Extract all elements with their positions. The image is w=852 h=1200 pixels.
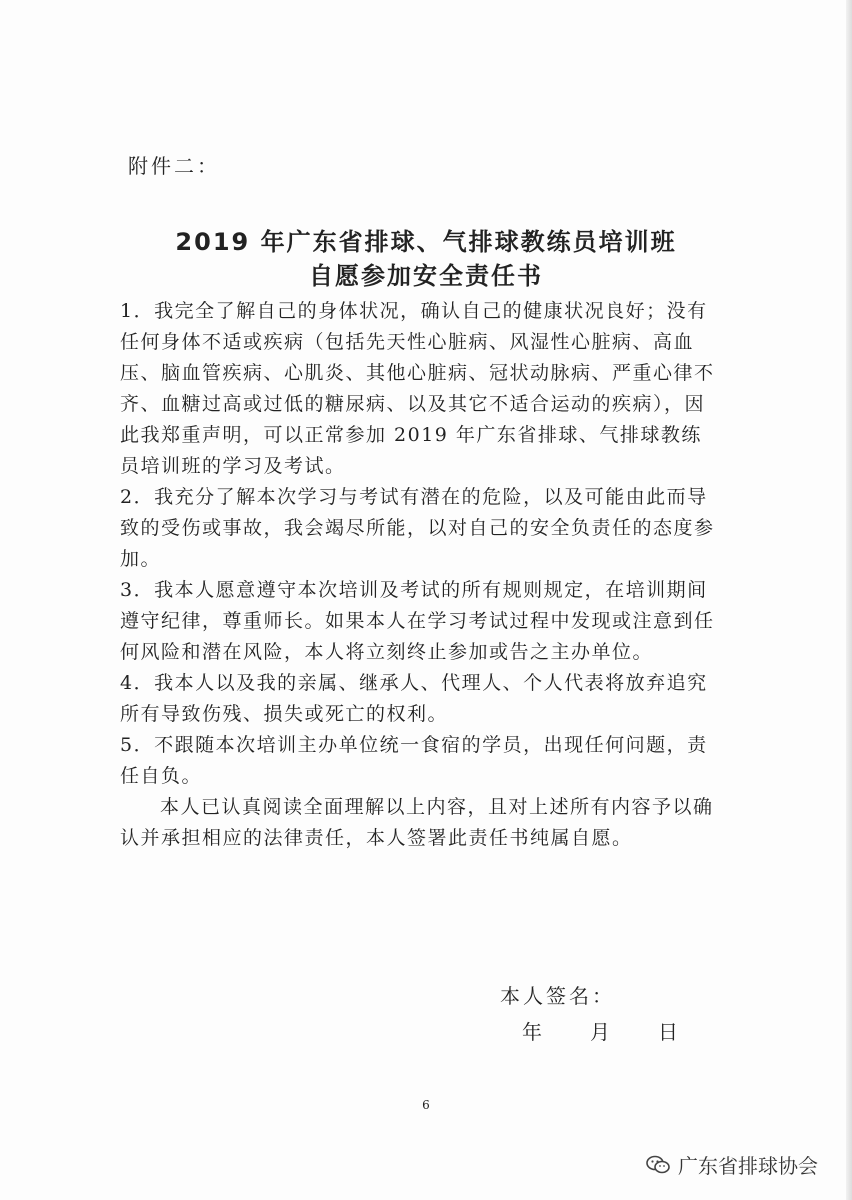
document-title-line1: 2019 年广东省排球、气排球教练员培训班: [175, 228, 677, 256]
page-number: 6: [422, 1098, 430, 1112]
date-month: 月: [590, 1020, 610, 1044]
wechat-icon: [646, 1155, 670, 1175]
date-year: 年: [522, 1020, 542, 1044]
watermark: [646, 1150, 818, 1179]
clause-5: 5．不跟随本次培训主办单位统一食宿的学员，出现任何问题，责任自负。: [120, 734, 708, 787]
signature-label: 本人签名：: [500, 984, 615, 1008]
scan-edge: [846, 0, 852, 1200]
attachment-label: 附件二：: [128, 154, 220, 178]
watermark-text: 广东省排球协会: [678, 1154, 818, 1178]
clause-2: 2．我充分了解本次学习与考试有潜在的危险，以及可能由此而导致的受伤或事故，我会竭尽所能，以对自己的安全负责任的态度参加。: [120, 486, 715, 570]
clause-4: 4．我本人以及我的亲属、继承人、代理人、个人代表将放弃追究所有导致伤残、损失或死亡的权利。: [120, 672, 708, 725]
document-title-line2: 自愿参加安全责任书: [309, 262, 543, 290]
clause-3: 3．我本人愿意遵守本次培训及考试的所有规则规定，在培训期间遵守纪律，尊重师长。如果本人在学习考试过程中发现或注意到任何风险和潜在风险，本人将立刻终止参加或告之主办单位。: [120, 579, 715, 663]
document-body: [120, 296, 720, 854]
date-day: 日: [658, 1020, 678, 1044]
date-line: [522, 1016, 678, 1045]
clause-1: 1．我完全了解自己的身体状况，确认自己的健康状况良好；没有任何身体不适或疾病（包括先天性心脏病、风湿性心脏病、高血压、脑血管疾病、心肌炎、其他心脏病、冠状动脉病、严重心律不齐、血糖过高或过低的糖尿病、以及其它不适合运动的疾病），因此我郑重声明，可以正常参加 2019 年广东省排球、气排球教练员培训班的学习及考试。: [120, 300, 715, 477]
closing-statement: 本人已认真阅读全面理解以上内容，且对上述所有内容予以确认并承担相应的法律责任，本人签署此责任书纯属自愿。: [120, 796, 714, 849]
